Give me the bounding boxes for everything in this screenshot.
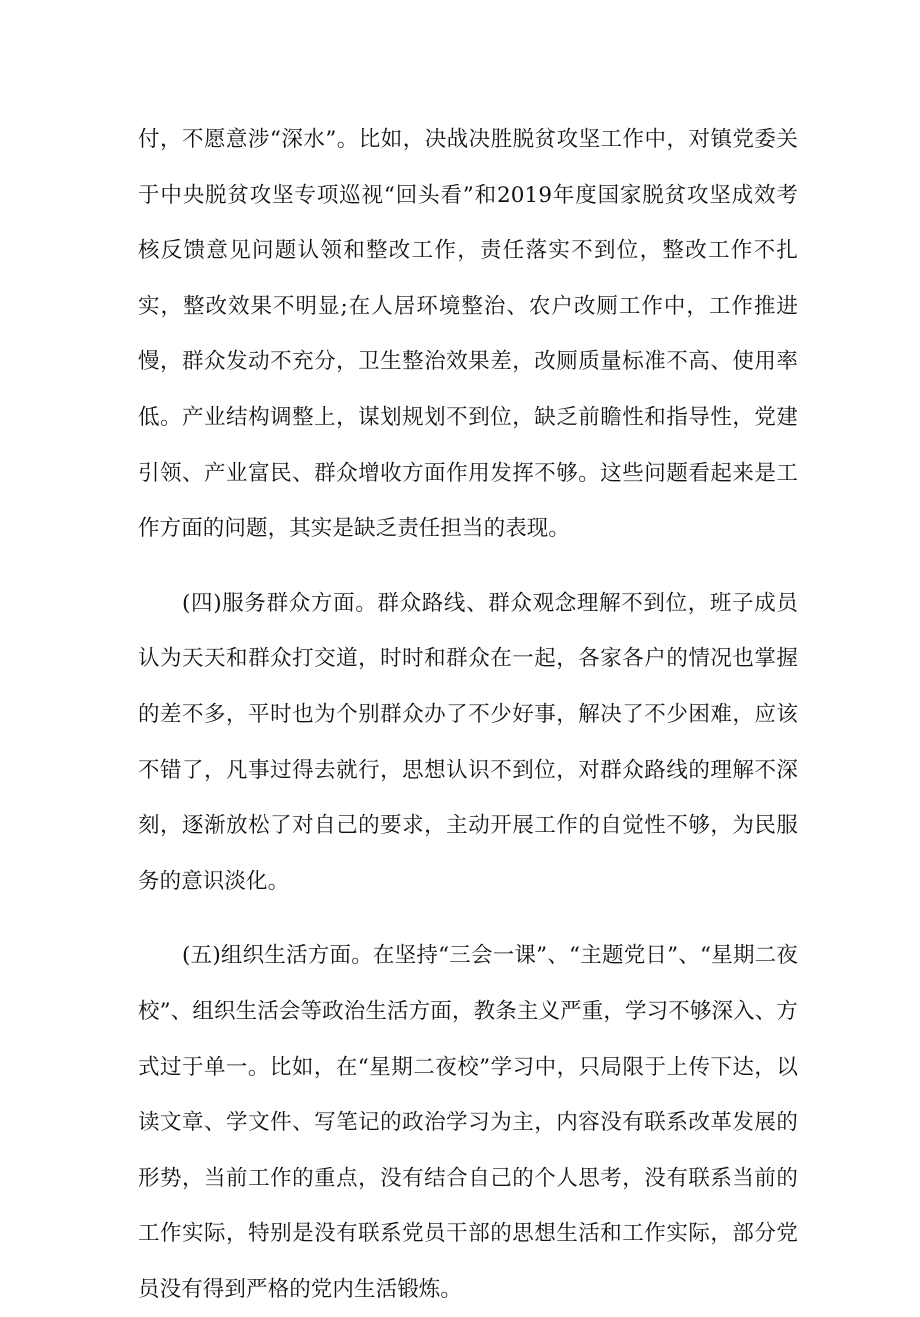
paragraph-continuation: 付，不愿意涉“深水”。比如，决战决胜脱贫攻坚工作中，对镇党委关于中央脱贫攻坚专项巡视“回头看”和2019年度国家脱贫攻坚成效考核反馈意见问题认领和整改工作，责任落实不到位，整改工作不扎实，整改效果不明显;在人居环境整治、农户改厕工作中，工作推进慢，群众发动不充分，卫生整治效果差，改厕质量标准不高、使用率低。产业结构调整上，谋划规划不到位，缺乏前瞻性和指导性，党建引领、产业富民、群众增收方面作用发挥不够。这些问题看起来是工作方面的问题，其实是缺乏责任担当的表现。 [138,127,798,542]
paragraph-serving-masses: (四)服务群众方面。群众路线、群众观念理解不到位，班子成员认为天天和群众打交道，时时和群众在一起，各家各户的情况也掌握的差不多，平时也为个别群众办了不少好事，解决了不少困难，应该不错了，凡事过得去就行，思想认识不到位，对群众路线的理解不深刻，逐渐放松了对自己的要求，主动开展工作的自觉性不够，为民服务的意识淡化。 [138,590,798,894]
document-body [138,112,798,1317]
paragraph-organizational-life: (五)组织生活方面。在坚持“三会一课”、“主题党日”、“星期二夜校”、组织生活会等政治生活方面，教条主义严重，学习不够深入、方式过于单一。比如，在“星期二夜校”学习中，只局限于上传下达，以读文章、学文件、写笔记的政治学习为主，内容没有联系改革发展的形势，当前工作的重点，没有结合自己的个人思考，没有联系当前的工作实际，特别是没有联系党员干部的思想生活和工作实际，部分党员没有得到严格的党内生活锻炼。 [138,943,798,1302]
